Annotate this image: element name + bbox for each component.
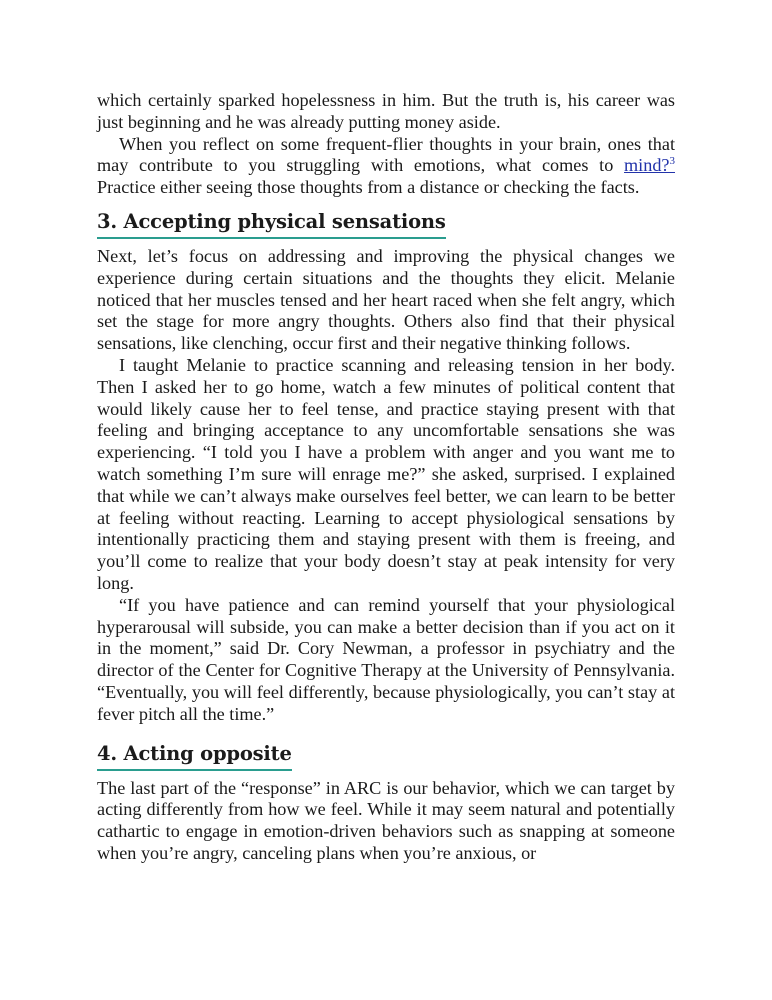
section-3-heading: 3. Accepting physical sensations [97,210,446,239]
footnote-link-mind[interactable] [624,155,675,175]
section-4-heading-wrap [97,742,675,771]
section-3-paragraph-3: “If you have patience and can remind yourself that your physiological hyperarousal will subside, you can make a better decision than if you act on it in the moment,” said Dr. Cory Newman, a professor in psychiatry and the director of the Center for Cognitive Therapy at the University of Pennsylvania. “Eventually, you will feel differently, because physiologically, you can’t stay at fever pitch all the time.” [97,594,675,724]
section-4-paragraph-1: The last part of the “response” in ARC is our behavior, which we can target by acting differently from how we feel. While it may seem natural and potentially cathartic to engage in emotion-driven behaviors such as snapping at someone when you’re angry, canceling plans when you’re anxious, or [97,777,675,863]
intro-paragraph-2-text-before: When you reflect on some frequent-flier thoughts in your brain, ones that may contribute to you struggling with emotions, what comes to [97,133,675,176]
footnote-number[interactable]: 3 [669,155,675,168]
article-page [97,90,675,865]
section-3-paragraph-1: Next, let’s focus on addressing and improving the physical changes we experience during certain situations and the thoughts they elicit. Melanie noticed that her muscles tensed and her heart raced when she felt angry, which set the stage for more angry thoughts. Others also find that their physical sensations, like clenching, occur first and their negative thinking follows. [97,245,675,354]
intro-paragraph-2 [97,134,675,199]
section-3-heading-wrap [97,210,675,239]
section-4-heading: 4. Acting opposite [97,742,292,771]
intro-paragraph-2-text-after: Practice either seeing those thoughts from a distance or checking the facts. [97,177,640,198]
intro-paragraph-1: which certainly sparked hopelessness in him. But the truth is, his career was just beginning and he was already putting money aside. [97,90,675,132]
section-3-paragraph-2: I taught Melanie to practice scanning and releasing tension in her body. Then I asked her to go home, watch a few minutes of political content that would likely cause her to feel tense, and practice staying present with that feeling and bringing acceptance to any uncomfortable sensations she was experiencing. “I told you I have a problem with anger and you want me to watch something I’m sure will enrage me?” she asked, surprised. I explained that while we can’t always make ourselves feel better, we can learn to be better at feeling without reacting. Learning to accept physiological sensations by intentionally practicing them and staying present with them is freeing, and you’ll come to realize that your body doesn’t stay at peak intensity for very long. [97,354,675,593]
footnote-link-text[interactable]: mind? [624,155,670,176]
